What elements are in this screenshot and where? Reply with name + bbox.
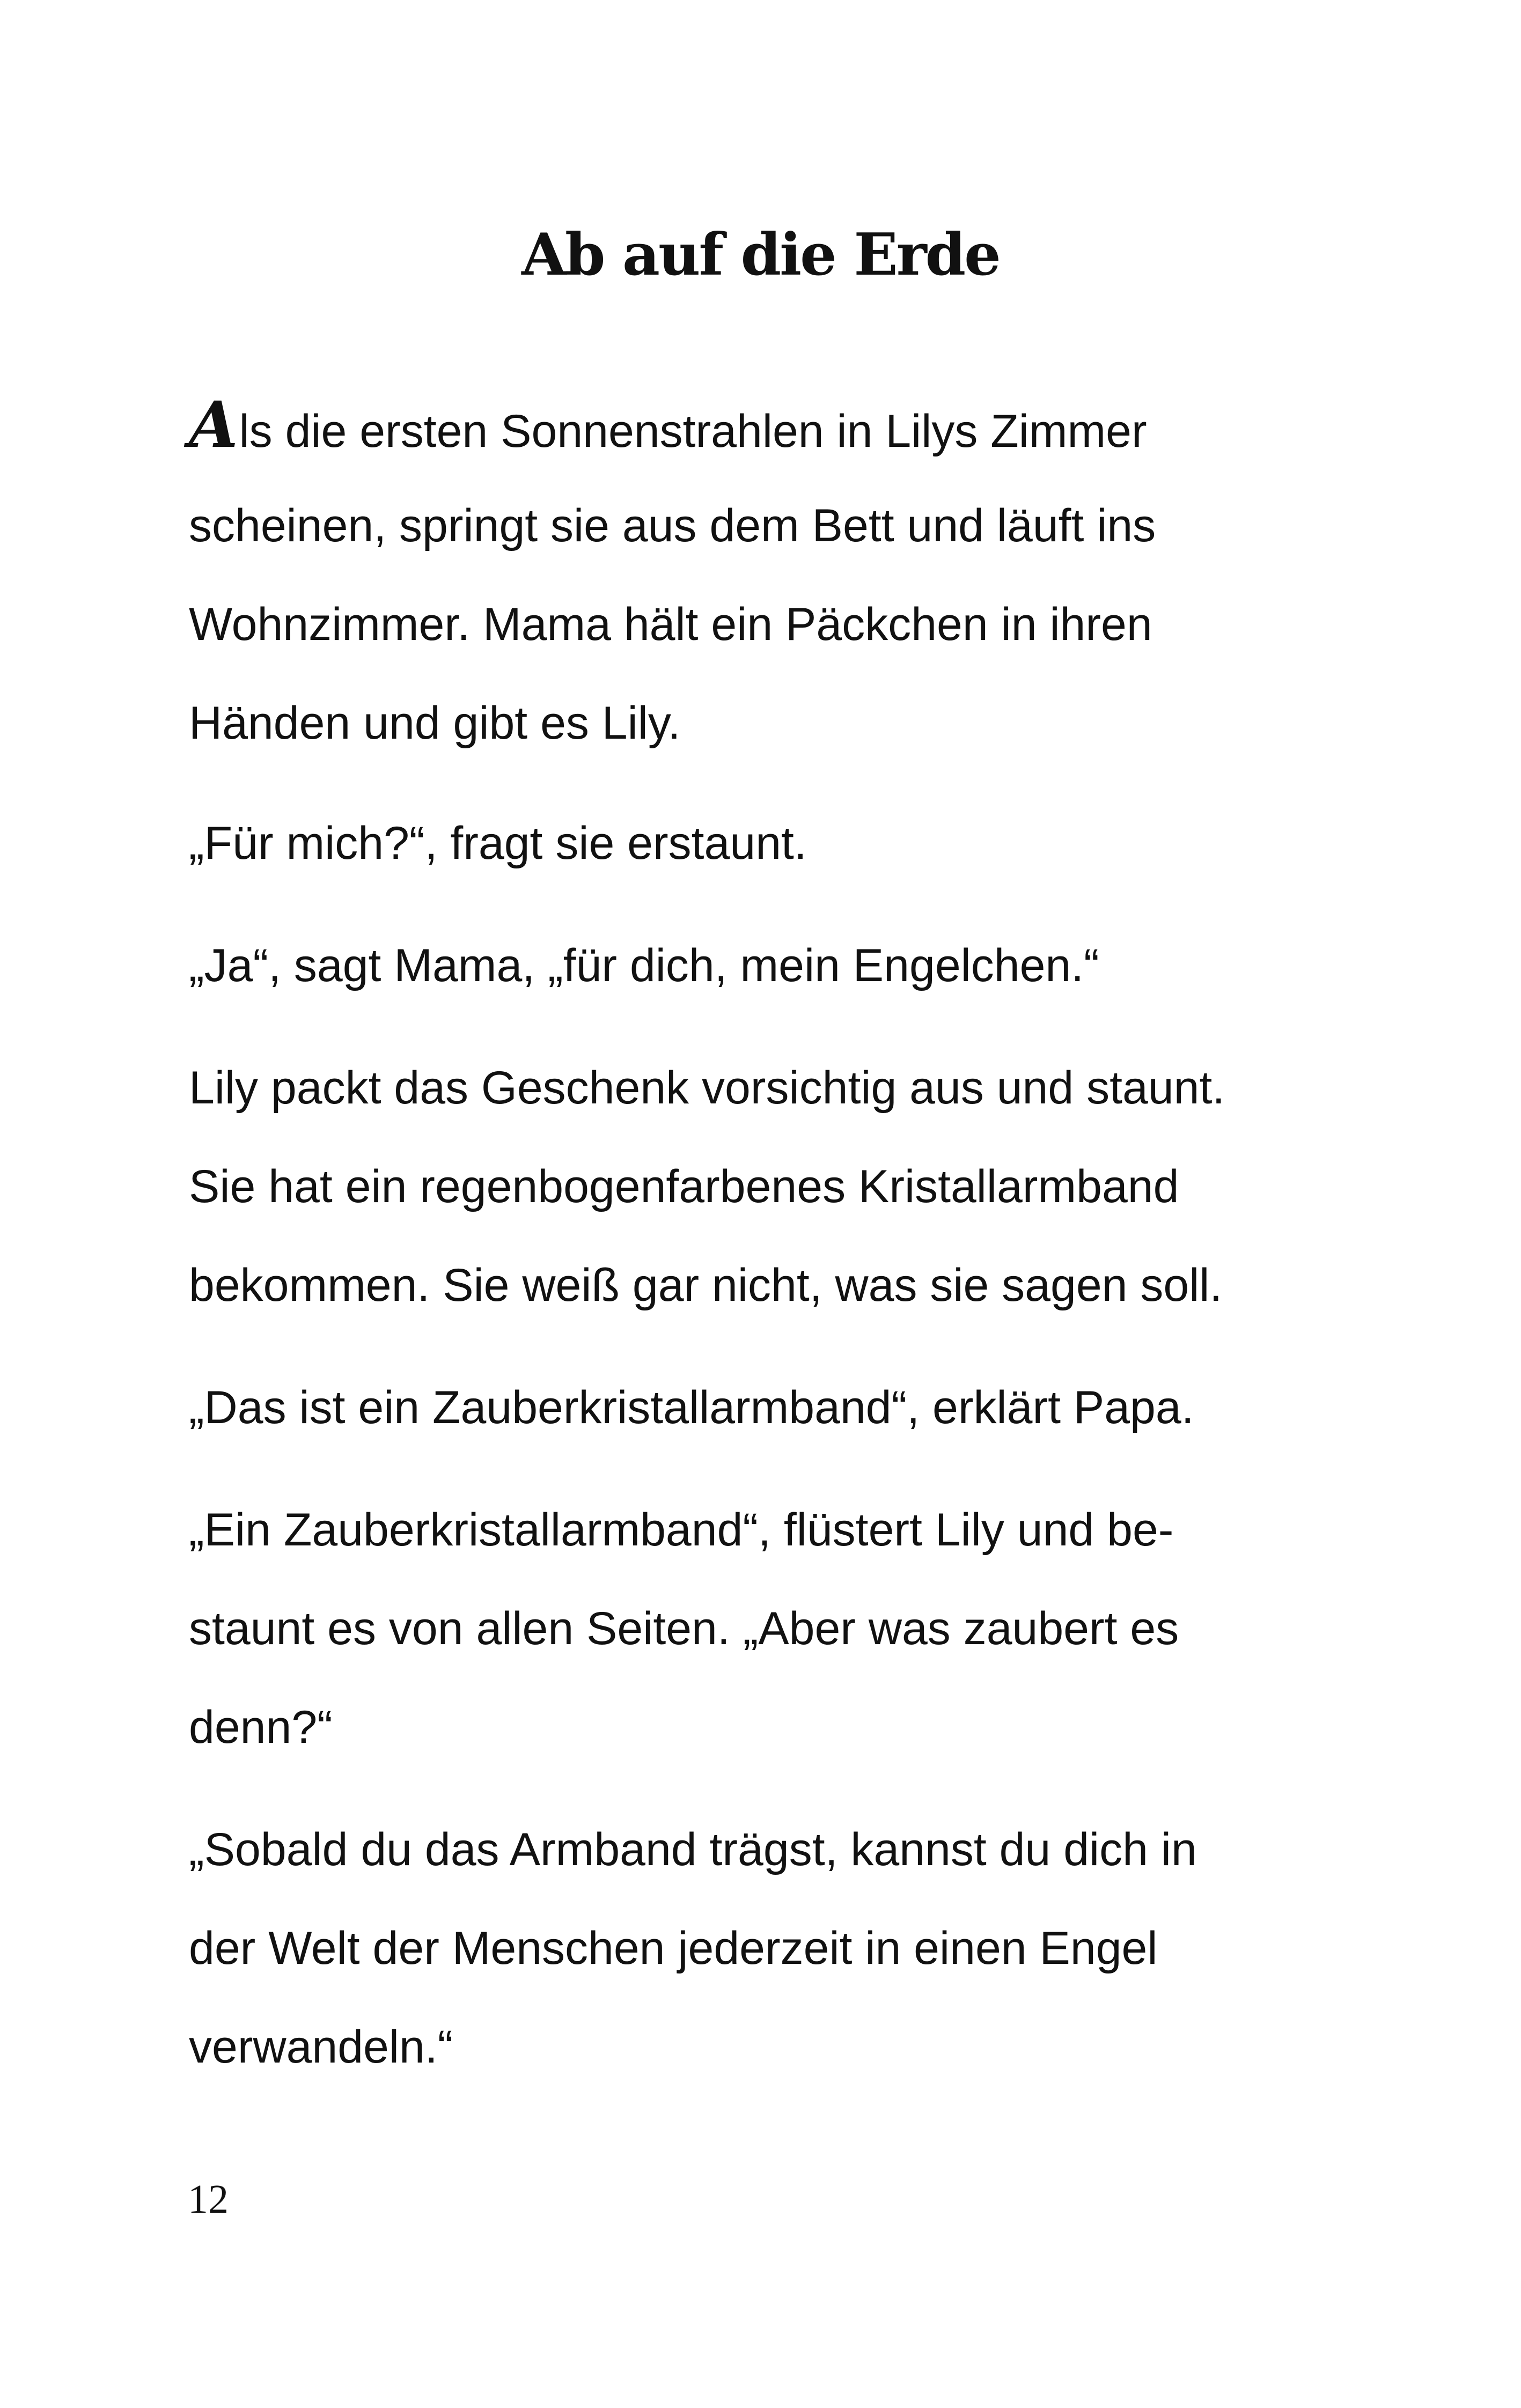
drop-cap: A	[189, 387, 238, 462]
text-line: Lily packt das Geschenk vorsichtig aus und staunt.	[189, 1062, 1225, 1114]
text-line: scheinen, springt sie aus dem Bett und läuft ins	[189, 500, 1156, 551]
text-line: denn?“	[189, 1702, 333, 1753]
text-line: „Ja“, sagt Mama, „für dich, mein Engelchen.“	[189, 940, 1099, 991]
chapter-body	[189, 375, 1342, 2096]
text-line-content: ls die ersten Sonnenstrahlen in Lilys Zimmer	[239, 406, 1147, 457]
text-line: staunt es von allen Seiten. „Aber was zaubert es	[189, 1603, 1179, 1654]
text-line: bekommen. Sie weiß gar nicht, was sie sagen soll.	[189, 1260, 1223, 1311]
text-line: Wohnzimmer. Mama hält ein Päckchen in ihren	[189, 599, 1152, 650]
text-line: der Welt der Menschen jederzeit in einen Engel	[189, 1923, 1158, 1974]
text-line: „Sobald du das Armband trägst, kannst du dich in	[189, 1824, 1197, 1875]
text-line: „Für mich?“, fragt sie erstaunt.	[189, 818, 807, 869]
text-line: Sie hat ein regenbogenfarbenes Kristallarmband	[189, 1161, 1179, 1212]
chapter-title: Ab auf die Erde	[521, 221, 1000, 289]
text-line: „Ein Zauberkristallarmband“, flüstert Lily und be-	[189, 1504, 1174, 1556]
text-line	[189, 375, 1342, 474]
text-line: verwandeln.“	[189, 2021, 453, 2073]
text-line: „Das ist ein Zauberkristallarmband“, erklärt Papa.	[189, 1382, 1194, 1433]
text-line: Händen und gibt es Lily.	[189, 697, 681, 749]
page-number: 12	[188, 2177, 229, 2222]
